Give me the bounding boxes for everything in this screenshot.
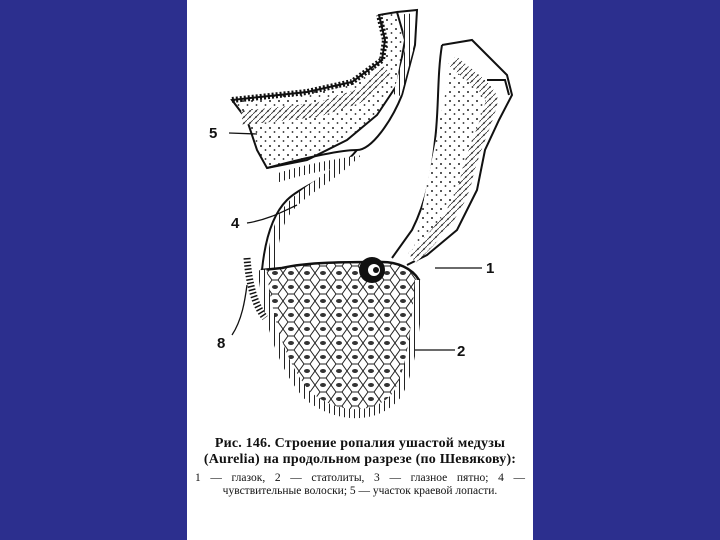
ocellus [359, 257, 385, 283]
callout-8: 8 [217, 335, 226, 352]
callout-2: 2 [457, 343, 466, 360]
caption-title: Рис. 146. Строение ропалия ушастой медузы (Aurelia) на продольном разрезе (по Шевякову): [203, 436, 517, 467]
callout-5: 5 [209, 125, 218, 142]
marginal-lobe-section [232, 10, 417, 168]
figure-panel [187, 0, 533, 540]
callout-1: 1 [486, 260, 495, 277]
rhopalium-diagram [187, 0, 533, 435]
callout-4: 4 [231, 215, 240, 232]
figure-caption [195, 436, 525, 498]
rhopalium-wall-right [392, 40, 512, 265]
statolith-bulb [247, 258, 419, 414]
caption-legend: 1 — глазок, 2 — статолиты, 3 — глазное пятно; 4 — чувствительные волоски; 5 — участок краевой лопасти. [195, 472, 525, 497]
